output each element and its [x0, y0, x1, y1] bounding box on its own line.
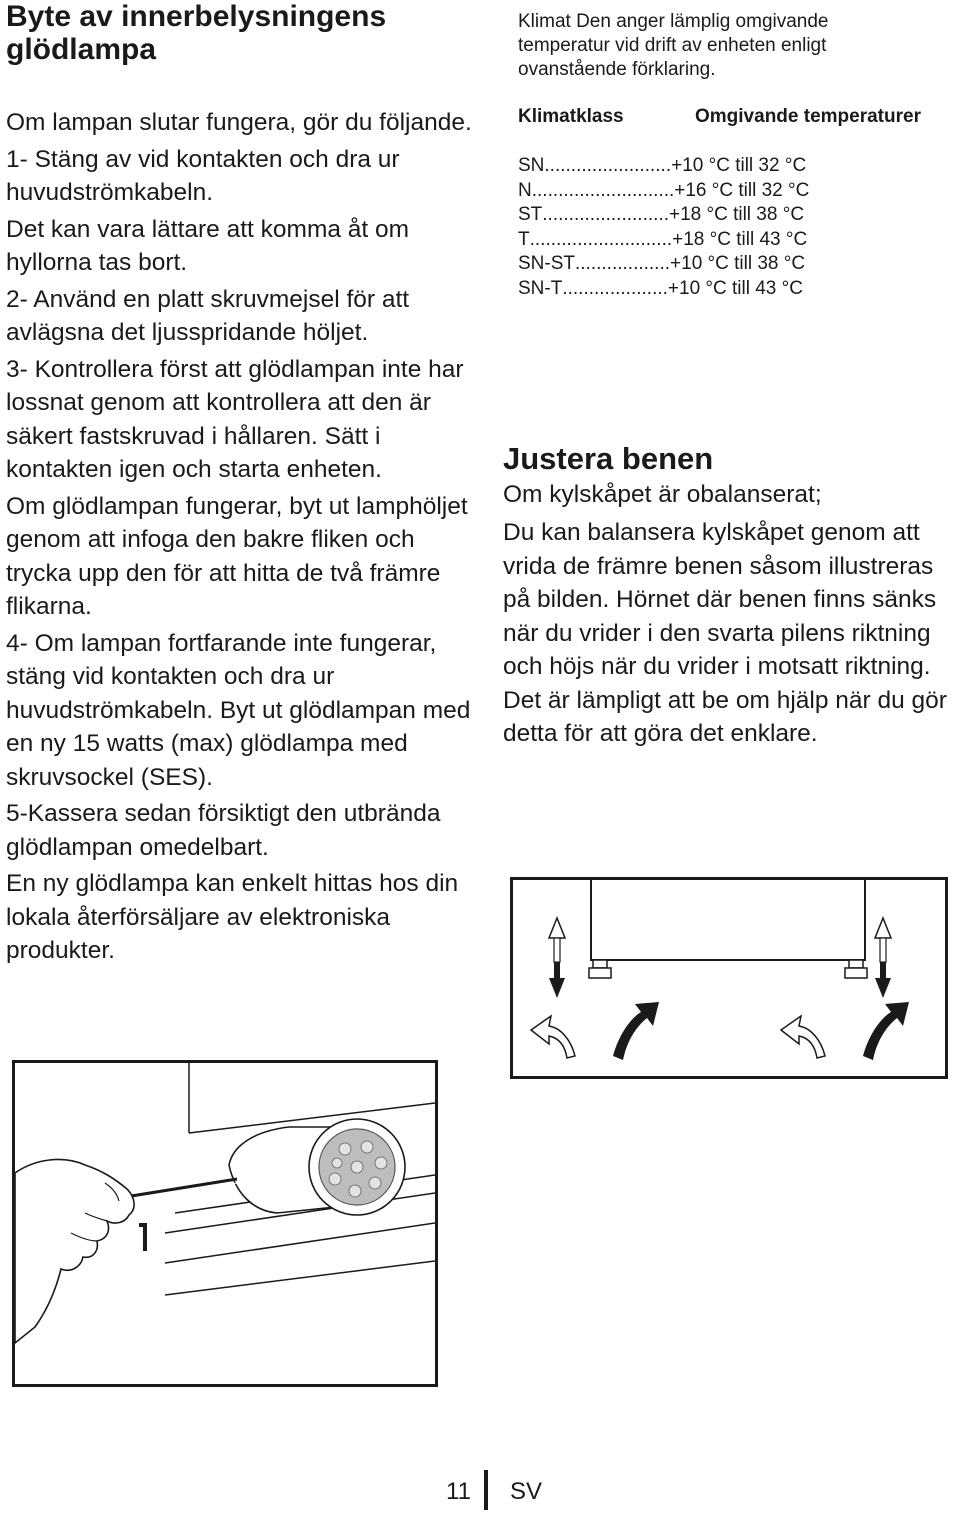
- climate-temp: +10 °C till 32 °C: [671, 155, 807, 176]
- climate-code: ST: [518, 204, 543, 225]
- legs-illustration: [510, 877, 948, 1079]
- leader-dots: ....................: [562, 277, 668, 299]
- leader-dots: ........................: [542, 204, 669, 225]
- climate-table: [518, 154, 938, 301]
- climate-temp: +10 °C till 43 °C: [667, 277, 803, 299]
- bracket: [139, 1223, 147, 1251]
- instruction-paragraph: En ny glödlampa kan enkelt hittas hos din lokala återförsäljare av elektroniska produkter.: [6, 870, 459, 964]
- up-down-arrow-icon: [549, 918, 565, 998]
- left-foot: [589, 960, 611, 978]
- instruction-paragraph: 4- Om lampan fortfarande inte fungerar, stäng vid kontakten och dra ur huvudströmkabeln. Byt ut glödlampan med en ny 15 watts (max) glödlampa med skruvsockel (SES).: [6, 629, 471, 791]
- instruction-paragraph: 1- Stäng av vid kontakten och dra ur huvudströmkabeln.: [6, 145, 400, 206]
- climate-row: [518, 228, 938, 253]
- page-number: 11: [446, 1478, 471, 1505]
- climate-code: SN-ST: [518, 253, 575, 274]
- legs-subtitle: Om kylskåpet är obalanserat;: [503, 481, 822, 508]
- fridge-outline: [591, 880, 865, 960]
- climate-row: [518, 203, 938, 228]
- lamp-housing: [229, 1119, 405, 1215]
- leader-dots: ........................: [544, 155, 672, 176]
- climate-temp: +10 °C till 38 °C: [670, 253, 806, 274]
- up-down-arrow-icon: [875, 918, 891, 998]
- right-foot: [845, 960, 867, 978]
- legs-drawing: [513, 880, 945, 1076]
- climate-row: [518, 277, 938, 302]
- language-code: SV: [510, 1478, 543, 1505]
- leader-dots: ...........................: [531, 179, 675, 201]
- climate-row: [518, 252, 938, 277]
- climate-row: [518, 154, 938, 179]
- climate-temp: +16 °C till 32 °C: [674, 179, 810, 201]
- instruction-paragraph: 2- Använd en platt skruvmejsel för att avlägsna det ljusspridande höljet.: [6, 285, 410, 346]
- climate-code: T: [518, 228, 530, 250]
- shelf-edge: [165, 1223, 435, 1263]
- lamp-drawing: [15, 1063, 435, 1384]
- climate-class-header: Klimatklass: [518, 106, 624, 127]
- legs-instructions: Du kan balansera kylskåpet genom att vrida de främre benen såsom illustreras på bilden. Hörnet där benen finns sänks när du vrider i den svarta pilens riktning och höjs när du vrider i motsatt riktning. Det är lämpligt att be om hjälp när du gör detta för att göra det enklare.: [503, 519, 947, 747]
- section-title-legs: Justera benen: [503, 441, 714, 476]
- climate-intro: Klimat Den anger lämplig omgivande temperatur vid drift av enheten enligt ovanstående förklaring.: [518, 11, 829, 80]
- bulb-instructions: [6, 106, 476, 971]
- instruction-paragraph: Om glödlampan fungerar, byt ut lamphöljet genom att infoga den bakre fliken och trycka upp den för att hitta de två främre flikarna.: [6, 492, 468, 620]
- climate-code: N: [518, 179, 532, 201]
- instruction-paragraph: 3- Kontrollera först att glödlampan inte har lossnat genom att kontrollera att den är säkert fastskruvad i hållaren. Sätt i kontakten igen och starta enheten.: [6, 355, 464, 483]
- shelf-edge: [165, 1261, 435, 1295]
- lamp-illustration: [12, 1060, 438, 1387]
- climate-code: SN-T: [518, 277, 563, 299]
- climate-code: SN: [518, 155, 545, 176]
- screwdriver: [125, 1179, 237, 1201]
- climate-temp: +18 °C till 38 °C: [668, 204, 805, 225]
- climate-temp: +18 °C till 43 °C: [672, 228, 808, 250]
- instruction-paragraph: Om lampan slutar fungera, gör du följande.: [6, 109, 472, 136]
- rotate-cw-solid-arrow-icon: [613, 1002, 659, 1060]
- instruction-paragraph: Det kan vara lättare att komma åt om hyllorna tas bort.: [6, 215, 410, 276]
- section-title-bulb: Byte av innerbelysningens glödlampa: [6, 0, 387, 66]
- rotate-ccw-outline-arrow-icon: [781, 1016, 825, 1058]
- ambient-temp-header: Omgivande temperaturer: [695, 106, 921, 127]
- leader-dots: ...........................: [529, 228, 673, 250]
- footer-divider: [484, 1470, 488, 1510]
- instruction-paragraph: 5-Kassera sedan försiktigt den utbrända glödlampan omedelbart.: [6, 800, 441, 861]
- rotate-cw-solid-arrow-icon: [863, 1002, 909, 1060]
- hand: [15, 1159, 134, 1343]
- rotate-ccw-outline-arrow-icon: [531, 1016, 575, 1058]
- leader-dots: ..................: [575, 253, 671, 274]
- climate-row: [518, 179, 938, 204]
